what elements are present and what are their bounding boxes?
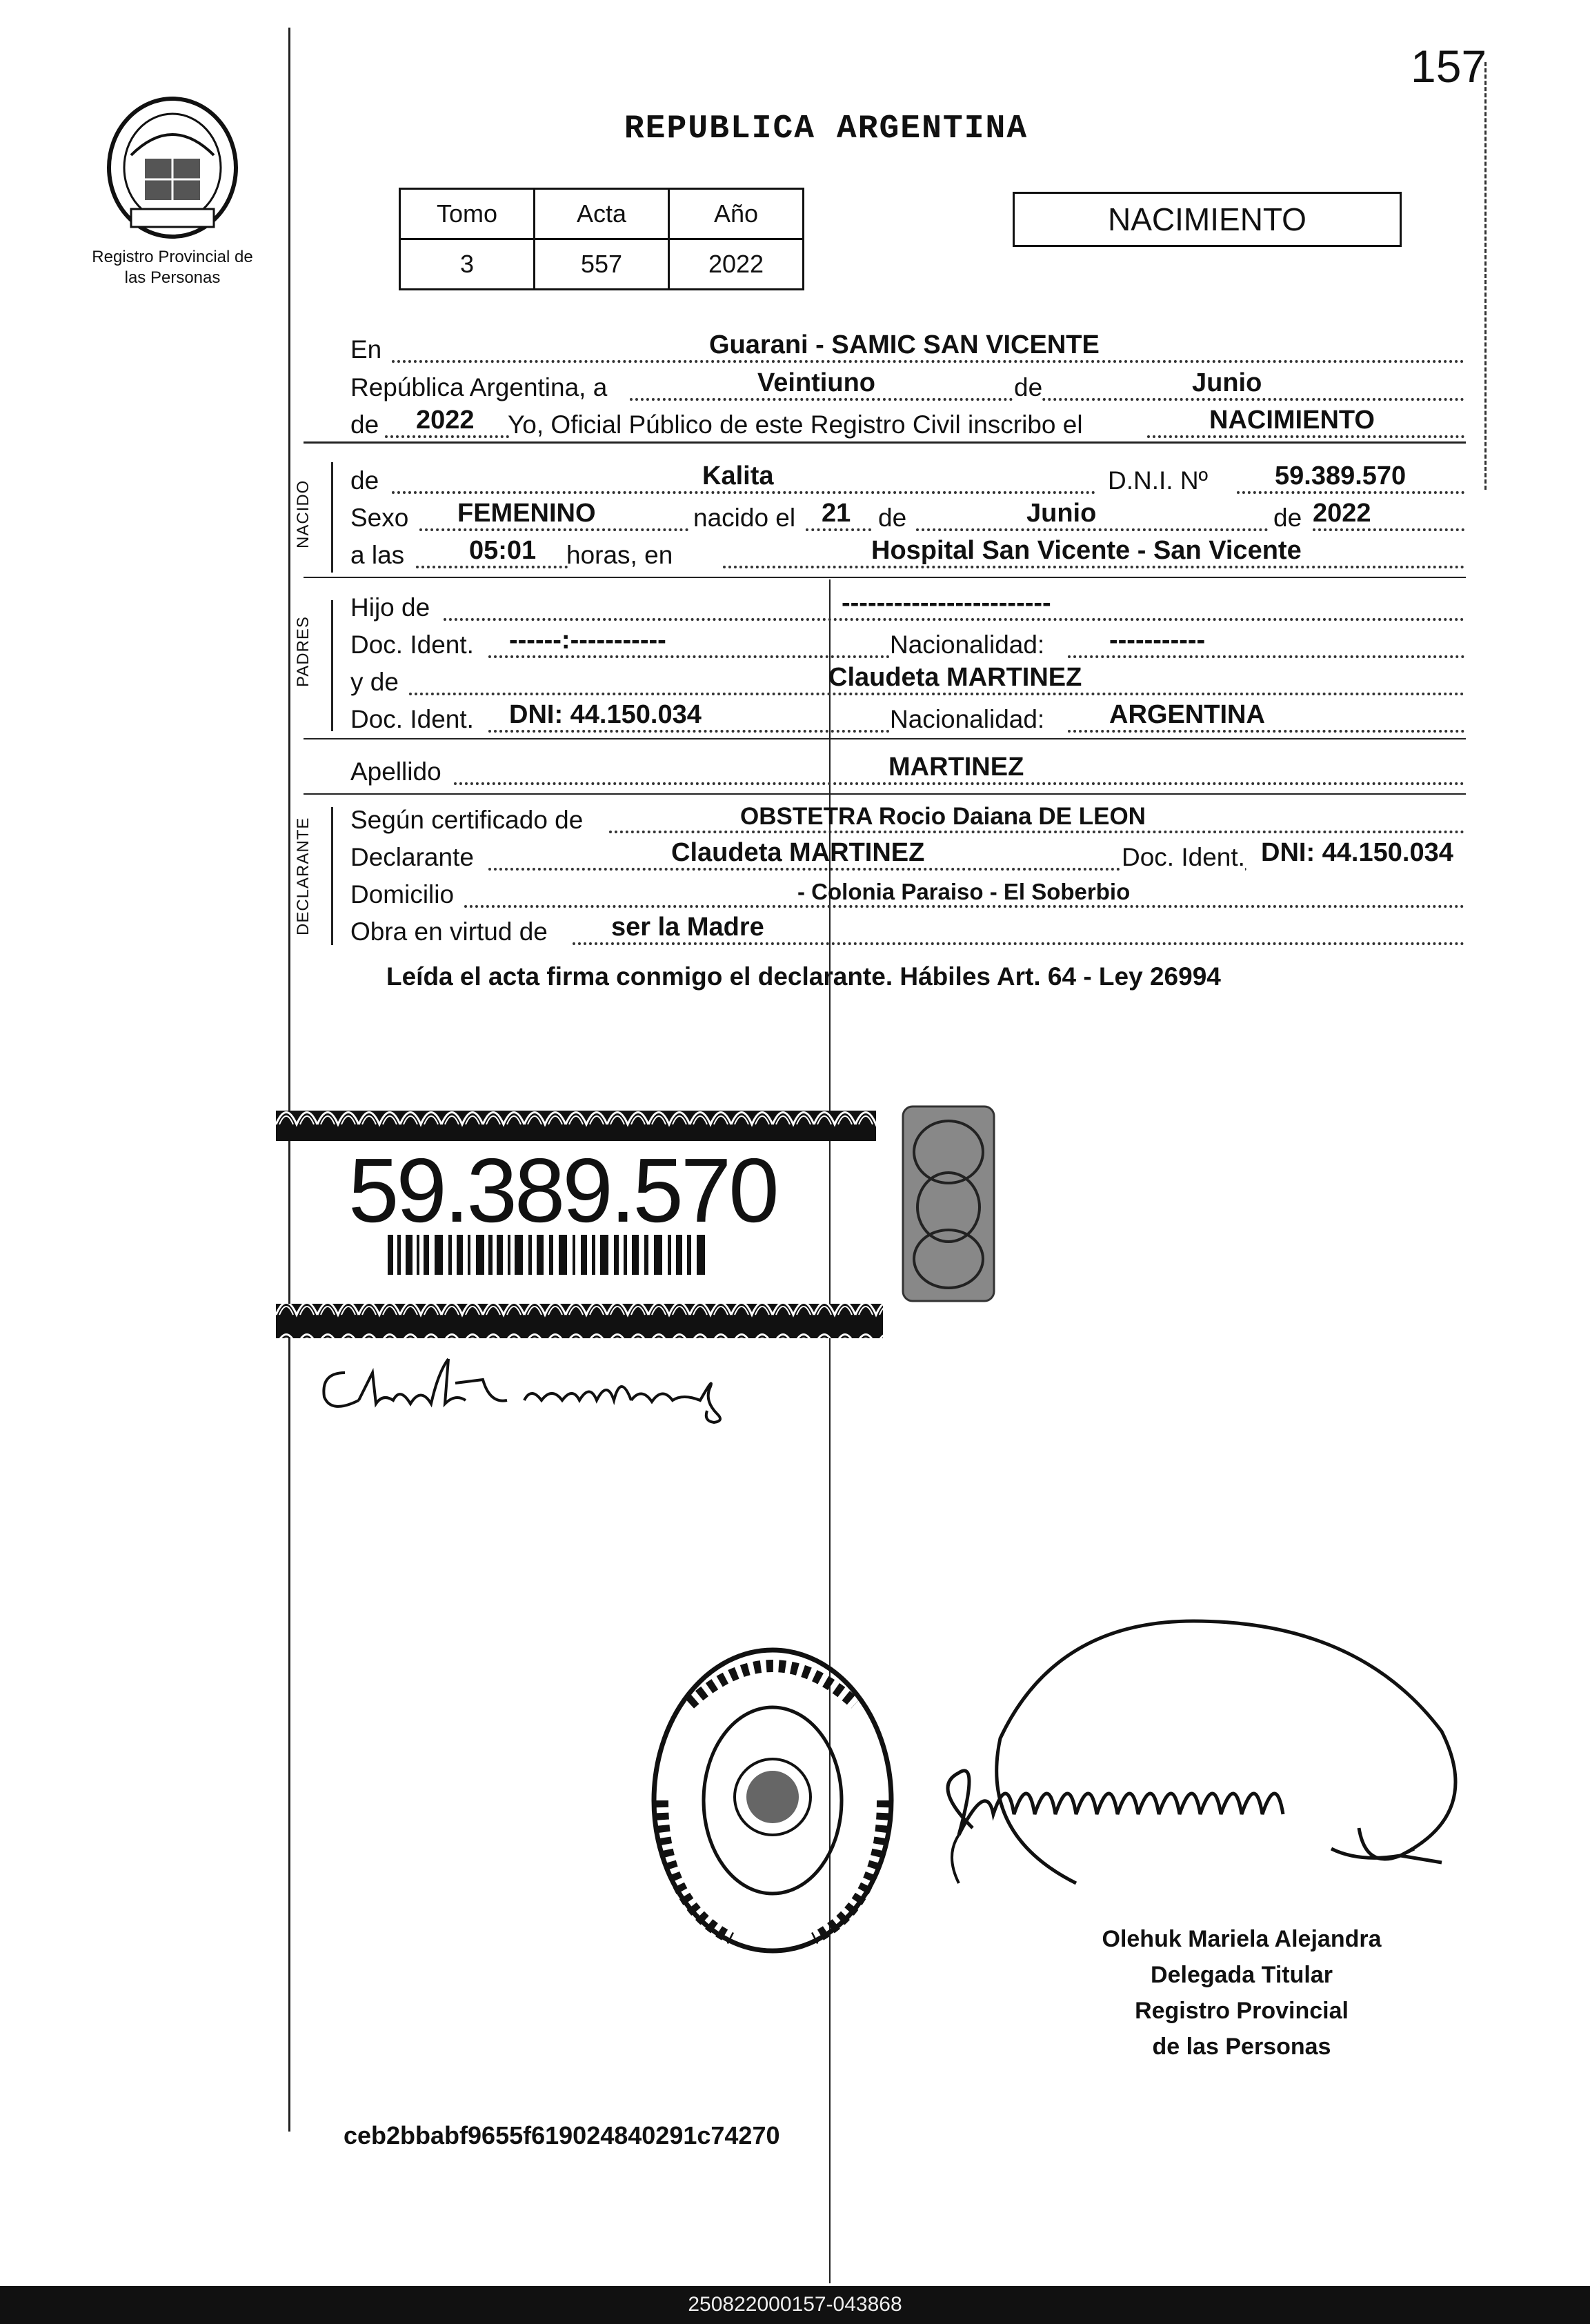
hijo-de-label: Hijo de (350, 593, 430, 622)
en-label: En (350, 335, 382, 364)
domicilio-row (350, 875, 1464, 912)
apellido-label: Apellido (350, 757, 441, 786)
de2-label: de (350, 410, 379, 439)
record-value-tomo: 3 (400, 239, 535, 290)
cert-label: Según certificado de (350, 806, 584, 834)
official-name-block (1049, 1921, 1435, 2065)
father-nationality: ----------- (1109, 626, 1206, 655)
record-header-tomo: Tomo (400, 189, 535, 239)
birth-month: Junio (1026, 499, 1097, 528)
record-type-box: NACIMIENTO (1013, 192, 1402, 247)
official-office-2: de las Personas (1152, 2034, 1331, 2060)
sexo-value: FEMENINO (457, 499, 596, 528)
closing-statement: Leída el acta firma conmigo el declarante. Hábiles Art. 64 - Ley 26994 (386, 962, 1221, 991)
nac1-label: Nacionalidad: (890, 630, 1045, 659)
logo-caption: Registro Provincial de las Personas (92, 248, 253, 287)
nacido-sexo-row (350, 498, 1464, 535)
nac2-label: Nacionalidad: (890, 705, 1045, 733)
declarante-row (350, 837, 1464, 875)
en-value: Guarani - SAMIC SAN VICENTE (709, 330, 1100, 359)
horas-label: horas, en (566, 541, 673, 569)
year-row (350, 405, 1464, 442)
day-words: Veintiuno (757, 368, 875, 397)
hijo-de-row (350, 588, 1464, 625)
nacido-name-row (350, 461, 1464, 498)
obra-value: ser la Madre (611, 913, 764, 942)
section-nacido-line (331, 462, 333, 573)
nacido-el-label: nacido el (693, 504, 796, 532)
section-declarante: DECLARANTE (294, 817, 312, 935)
y-de-row (350, 662, 1464, 699)
y-de-label: y de (350, 668, 399, 696)
section-padres: PADRES (294, 616, 312, 688)
sexo-label: Sexo (350, 504, 409, 532)
official-round-stamp (648, 1642, 897, 1959)
child-name: Kalita (702, 461, 774, 490)
record-value-anio: 2022 (669, 239, 804, 290)
apellido-value: MARTINEZ (888, 753, 1024, 782)
inscribe-type: NACIMIENTO (1209, 406, 1375, 435)
declarante-doc-label: Doc. Ident. (1122, 843, 1245, 871)
official-name: Olehuk Mariela Alejandra (1102, 1926, 1382, 1952)
section-nacido: NACIDO (294, 479, 312, 548)
doc1-label: Doc. Ident. (350, 630, 474, 659)
child-dni: 59.389.570 (1275, 461, 1407, 490)
birth-year: 2022 (1313, 499, 1371, 528)
record-header-anio: Año (669, 189, 804, 239)
dni-stamp-number: 59.389.570 (348, 1140, 777, 1241)
year-value: 2022 (416, 406, 475, 435)
dni-label: D.N.I. Nº (1108, 466, 1209, 495)
cert-value: OBSTETRA Rocio Daiana DE LEON (740, 803, 1146, 830)
domicilio-label: Domicilio (350, 880, 455, 908)
record-value-acta: 557 (535, 239, 669, 290)
record-table (399, 188, 804, 290)
page-number: 157 (1411, 41, 1487, 92)
section-declarante-line (331, 807, 333, 945)
declarante-doc: DNI: 44.150.034 (1261, 838, 1453, 867)
official-signature (917, 1607, 1469, 1931)
record-header-acta: Acta (535, 189, 669, 239)
mother-doc: DNI: 44.150.034 (509, 700, 702, 729)
doc1-row (350, 625, 1464, 662)
declarant-signature (317, 1345, 745, 1428)
document-title: REPUBLICA ARGENTINA (624, 110, 1028, 148)
de-label-2: de (878, 504, 907, 532)
official-office: Registro Provincial (1135, 1998, 1349, 2024)
document-hash: ceb2bbabf9655f619024840291c74270 (344, 2121, 780, 2149)
security-hologram-icon (900, 1104, 997, 1304)
left-margin-line (288, 28, 290, 2132)
a-las-label: a las (350, 541, 405, 569)
en-row (350, 330, 1464, 367)
section-padres-line (331, 600, 333, 731)
official-role: Delegada Titular (1151, 1962, 1333, 1988)
declarante-label: Declarante (350, 843, 474, 871)
apellido-row (350, 752, 1464, 789)
month-value: Junio (1192, 368, 1262, 397)
obra-row (350, 912, 1464, 949)
divider-3 (304, 738, 1466, 739)
divider-1 (304, 441, 1466, 444)
doc2-label: Doc. Ident. (350, 705, 474, 733)
declarante-value: Claudeta MARTINEZ (671, 838, 925, 867)
father-doc: ------:----------- (509, 626, 666, 655)
domicilio-value: - Colonia Paraiso - El Soberbio (797, 879, 1131, 904)
divider-4 (304, 793, 1466, 795)
republica-label: República Argentina, a (350, 373, 608, 401)
nacido-de-label: de (350, 466, 379, 495)
date-row (350, 368, 1464, 405)
footer-code: 250822000157-043868 (688, 2293, 902, 2316)
mother-name: Claudeta MARTINEZ (828, 663, 1082, 692)
de-label-3: de (1273, 504, 1302, 532)
nacido-time-row (350, 535, 1464, 573)
birth-time: 05:01 (469, 536, 537, 565)
oficial-text: Yo, Oficial Público de este Registro Civil inscribo el (508, 410, 1083, 439)
obra-label: Obra en virtud de (350, 917, 548, 946)
divider-2 (304, 577, 1466, 578)
doc2-row (350, 699, 1464, 737)
de-label: de (1014, 373, 1043, 401)
mother-nationality: ARGENTINA (1109, 700, 1265, 729)
cert-row (350, 800, 1464, 837)
birth-day: 21 (822, 499, 851, 528)
father-name: ------------------------ (842, 588, 1051, 617)
birth-place: Hospital San Vicente - San Vicente (871, 536, 1302, 565)
